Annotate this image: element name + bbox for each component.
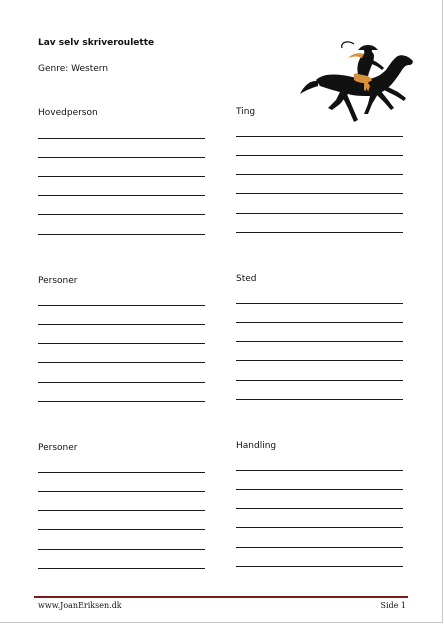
writing-line[interactable]	[38, 362, 205, 363]
page-title: Lav selv skriveroulette	[38, 38, 155, 48]
writing-line[interactable]	[38, 305, 205, 306]
writing-line[interactable]	[38, 195, 205, 196]
footer-rule	[34, 596, 408, 598]
writing-line[interactable]	[236, 360, 403, 361]
writing-line[interactable]	[38, 382, 205, 383]
writing-line[interactable]	[38, 138, 205, 139]
writing-line[interactable]	[38, 491, 205, 492]
writing-line[interactable]	[236, 547, 403, 548]
writing-line[interactable]	[38, 568, 205, 569]
writing-line[interactable]	[236, 470, 403, 471]
writing-line[interactable]	[38, 176, 205, 177]
writing-line[interactable]	[236, 527, 403, 528]
horse-rider-icon	[298, 34, 416, 128]
section-label: Personer	[38, 443, 78, 453]
writing-line[interactable]	[236, 174, 403, 175]
section-label: Hovedperson	[38, 108, 98, 118]
section-label: Sted	[236, 274, 257, 284]
writing-line[interactable]	[236, 489, 403, 490]
writing-line[interactable]	[236, 213, 403, 214]
writing-line[interactable]	[38, 529, 205, 530]
writing-line[interactable]	[236, 380, 403, 381]
writing-line[interactable]	[236, 193, 403, 194]
writing-line[interactable]	[236, 155, 403, 156]
writing-line[interactable]	[38, 549, 205, 550]
writing-line[interactable]	[38, 343, 205, 344]
writing-line[interactable]	[236, 341, 403, 342]
writing-line[interactable]	[38, 157, 205, 158]
writing-line[interactable]	[38, 510, 205, 511]
footer-page-number: Side 1	[380, 601, 406, 610]
writing-line[interactable]	[236, 303, 403, 304]
genre-label: Genre: Western	[38, 64, 109, 74]
writing-line[interactable]	[38, 214, 205, 215]
footer-website-link[interactable]: www.JoanEriksen.dk	[38, 601, 122, 610]
writing-line[interactable]	[236, 508, 403, 509]
writing-line[interactable]	[38, 324, 205, 325]
section-label: Personer	[38, 276, 78, 286]
section-label: Ting	[236, 107, 256, 117]
writing-line[interactable]	[38, 234, 205, 235]
section-label: Handling	[236, 441, 277, 451]
writing-line[interactable]	[38, 472, 205, 473]
writing-line[interactable]	[236, 136, 403, 137]
writing-line[interactable]	[236, 566, 403, 567]
writing-line[interactable]	[236, 322, 403, 323]
writing-line[interactable]	[236, 232, 403, 233]
writing-line[interactable]	[236, 399, 403, 400]
writing-line[interactable]	[38, 401, 205, 402]
